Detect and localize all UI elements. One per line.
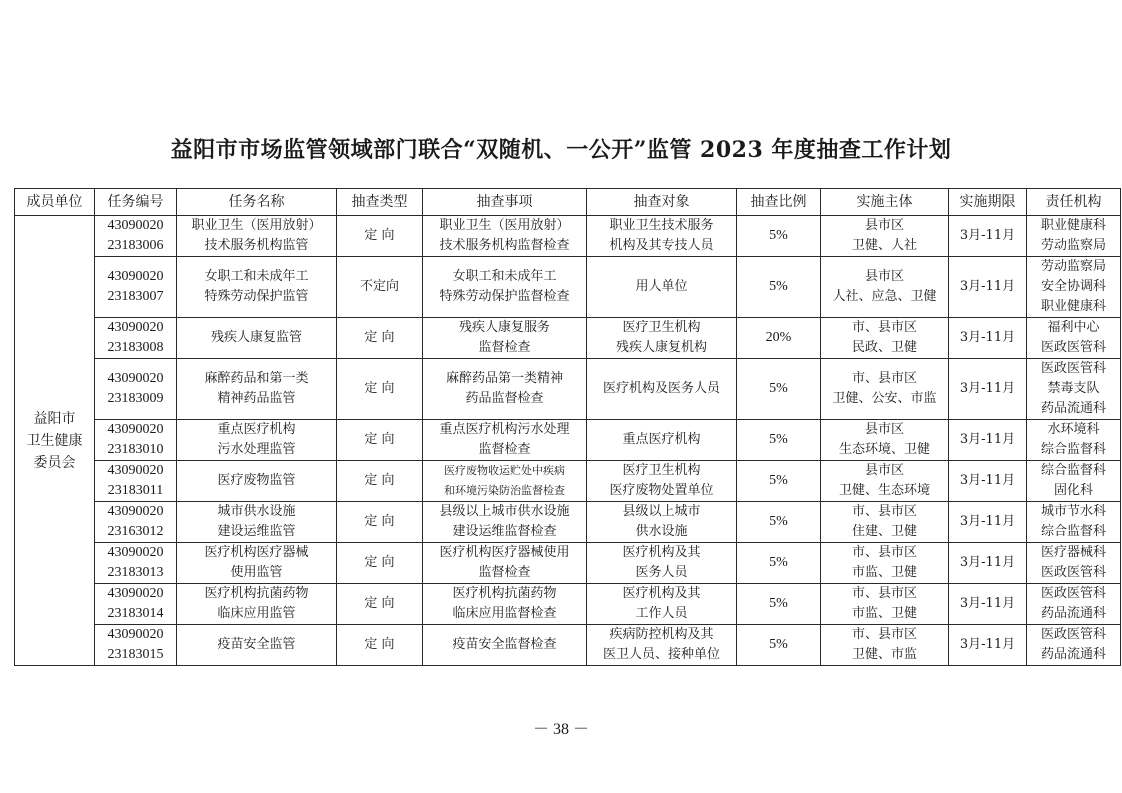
inspection-type-cell: 定 向 <box>337 318 423 359</box>
table-row <box>15 461 1121 502</box>
header-task-id: 任务编号 <box>95 189 177 216</box>
responsible-agency-cell: 劳动监察局 安全协调科 职业健康科 <box>1027 257 1121 318</box>
inspection-type-cell: 定 向 <box>337 420 423 461</box>
inspection-object-cell: 医疗机构及医务人员 <box>587 359 737 420</box>
task-name-cell: 疫苗安全监管 <box>177 625 337 666</box>
responsible-agency-cell: 医政医管科 药品流通科 <box>1027 625 1121 666</box>
task-id-cell: 43090020 23183015 <box>95 625 177 666</box>
inspection-object-cell: 用人单位 <box>587 257 737 318</box>
period-cell: 3月-11月 <box>949 257 1027 318</box>
task-id-cell: 43090020 23183006 <box>95 216 177 257</box>
page-title: 益阳市市场监管领域部门联合“双随机、一公开”监管 2023 年度抽查工作计划 <box>170 137 952 163</box>
header-inspection-item: 抽查事项 <box>423 189 587 216</box>
inspection-ratio-cell: 5% <box>737 359 821 420</box>
responsible-agency-cell: 城市节水科 综合监督科 <box>1027 502 1121 543</box>
task-id-cell: 43090020 23183014 <box>95 584 177 625</box>
period-cell: 3月-11月 <box>949 543 1027 584</box>
period-cell: 3月-11月 <box>949 216 1027 257</box>
inspection-object-cell: 医疗机构及其 医务人员 <box>587 543 737 584</box>
table-row <box>15 420 1121 461</box>
inspection-type-cell: 定 向 <box>337 461 423 502</box>
responsible-agency-cell: 医政医管科 禁毒支队 药品流通科 <box>1027 359 1121 420</box>
inspection-ratio-cell: 5% <box>737 216 821 257</box>
responsible-agency-cell: 水环境科 综合监督科 <box>1027 420 1121 461</box>
member-unit-cell: 益阳市 卫生健康 委员会 <box>15 216 95 666</box>
task-id-cell: 43090020 23183013 <box>95 543 177 584</box>
responsible-agency-cell: 医政医管科 药品流通科 <box>1027 584 1121 625</box>
table-row <box>15 625 1121 666</box>
task-name-cell: 职业卫生（医用放射） 技术服务机构监管 <box>177 216 337 257</box>
table-row <box>15 257 1121 318</box>
implementing-body-cell: 市、县市区 卫健、市监 <box>821 625 949 666</box>
table-row <box>15 359 1121 420</box>
table-row <box>15 318 1121 359</box>
task-id-cell: 43090020 23183010 <box>95 420 177 461</box>
inspection-type-cell: 定 向 <box>337 625 423 666</box>
period-cell: 3月-11月 <box>949 318 1027 359</box>
table-header-row <box>15 189 1121 216</box>
inspection-object-cell: 重点医疗机构 <box>587 420 737 461</box>
responsible-agency-cell: 综合监督科 固化科 <box>1027 461 1121 502</box>
implementing-body-cell: 市、县市区 民政、卫健 <box>821 318 949 359</box>
implementing-body-cell: 县市区 生态环境、卫健 <box>821 420 949 461</box>
inspection-object-cell: 职业卫生技术服务 机构及其专技人员 <box>587 216 737 257</box>
inspection-object-cell: 医疗卫生机构 残疾人康复机构 <box>587 318 737 359</box>
implementing-body-cell: 县市区 卫健、生态环境 <box>821 461 949 502</box>
page-number: － 38 － <box>532 721 589 738</box>
inspection-ratio-cell: 5% <box>737 257 821 318</box>
task-name-cell: 麻醉药品和第一类 精神药品监管 <box>177 359 337 420</box>
implementing-body-cell: 县市区 人社、应急、卫健 <box>821 257 949 318</box>
implementing-body-cell: 市、县市区 市监、卫健 <box>821 543 949 584</box>
period-cell: 3月-11月 <box>949 502 1027 543</box>
header-inspection-type: 抽查类型 <box>337 189 423 216</box>
inspection-type-cell: 定 向 <box>337 543 423 584</box>
inspection-ratio-cell: 5% <box>737 420 821 461</box>
inspection-item-cell: 麻醉药品第一类精神 药品监督检查 <box>423 359 587 420</box>
task-id-cell: 43090020 23183008 <box>95 318 177 359</box>
implementing-body-cell: 市、县市区 市监、卫健 <box>821 584 949 625</box>
inspection-ratio-cell: 5% <box>737 543 821 584</box>
inspection-item-cell: 医疗机构医疗器械使用 监督检查 <box>423 543 587 584</box>
task-name-cell: 重点医疗机构 污水处理监管 <box>177 420 337 461</box>
inspection-plan-table <box>14 188 1121 666</box>
inspection-object-cell: 县级以上城市 供水设施 <box>587 502 737 543</box>
header-responsible-agency: 责任机构 <box>1027 189 1121 216</box>
task-id-cell: 43090020 23163012 <box>95 502 177 543</box>
task-name-cell: 城市供水设施 建设运维监管 <box>177 502 337 543</box>
task-id-cell: 43090020 23183009 <box>95 359 177 420</box>
inspection-item-cell: 重点医疗机构污水处理 监督检查 <box>423 420 587 461</box>
task-id-cell: 43090020 23183007 <box>95 257 177 318</box>
task-name-cell: 残疾人康复监管 <box>177 318 337 359</box>
inspection-item-cell: 疫苗安全监督检查 <box>423 625 587 666</box>
inspection-ratio-cell: 5% <box>737 461 821 502</box>
period-cell: 3月-11月 <box>949 584 1027 625</box>
header-implementing-body: 实施主体 <box>821 189 949 216</box>
inspection-type-cell: 定 向 <box>337 502 423 543</box>
implementing-body-cell: 县市区 卫健、人社 <box>821 216 949 257</box>
responsible-agency-cell: 福利中心 医政医管科 <box>1027 318 1121 359</box>
table-row <box>15 584 1121 625</box>
task-name-cell: 医疗废物监管 <box>177 461 337 502</box>
period-cell: 3月-11月 <box>949 461 1027 502</box>
task-name-cell: 医疗机构医疗器械 使用监管 <box>177 543 337 584</box>
responsible-agency-cell: 职业健康科 劳动监察局 <box>1027 216 1121 257</box>
task-name-cell: 女职工和未成年工 特殊劳动保护监管 <box>177 257 337 318</box>
header-inspection-ratio: 抽查比例 <box>737 189 821 216</box>
header-inspection-object: 抽查对象 <box>587 189 737 216</box>
inspection-type-cell: 定 向 <box>337 216 423 257</box>
inspection-type-cell: 定 向 <box>337 584 423 625</box>
task-id-cell: 43090020 23183011 <box>95 461 177 502</box>
inspection-ratio-cell: 5% <box>737 584 821 625</box>
table-row <box>15 543 1121 584</box>
implementing-body-cell: 市、县市区 住建、卫健 <box>821 502 949 543</box>
inspection-object-cell: 疾病防控机构及其 医卫人员、接种单位 <box>587 625 737 666</box>
header-period: 实施期限 <box>949 189 1027 216</box>
responsible-agency-cell: 医疗器械科 医政医管科 <box>1027 543 1121 584</box>
inspection-object-cell: 医疗机构及其 工作人员 <box>587 584 737 625</box>
header-member-unit: 成员单位 <box>15 189 95 216</box>
implementing-body-cell: 市、县市区 卫健、公安、市监 <box>821 359 949 420</box>
inspection-type-cell: 定 向 <box>337 359 423 420</box>
inspection-item-cell: 医疗废物收运贮处中疾病 和环境污染防治监督检查 <box>423 461 587 502</box>
inspection-ratio-cell: 5% <box>737 502 821 543</box>
inspection-item-cell: 职业卫生（医用放射） 技术服务机构监督检查 <box>423 216 587 257</box>
task-name-cell: 医疗机构抗菌药物 临床应用监管 <box>177 584 337 625</box>
inspection-item-cell: 残疾人康复服务 监督检查 <box>423 318 587 359</box>
inspection-item-cell: 女职工和未成年工 特殊劳动保护监督检查 <box>423 257 587 318</box>
inspection-type-cell: 不定向 <box>337 257 423 318</box>
table-row <box>15 502 1121 543</box>
inspection-ratio-cell: 5% <box>737 625 821 666</box>
header-task-name: 任务名称 <box>177 189 337 216</box>
period-cell: 3月-11月 <box>949 420 1027 461</box>
inspection-item-cell: 医疗机构抗菌药物 临床应用监督检查 <box>423 584 587 625</box>
period-cell: 3月-11月 <box>949 359 1027 420</box>
table-row <box>15 216 1121 257</box>
inspection-item-cell: 县级以上城市供水设施 建设运维监督检查 <box>423 502 587 543</box>
period-cell: 3月-11月 <box>949 625 1027 666</box>
inspection-object-cell: 医疗卫生机构 医疗废物处置单位 <box>587 461 737 502</box>
inspection-ratio-cell: 20% <box>737 318 821 359</box>
